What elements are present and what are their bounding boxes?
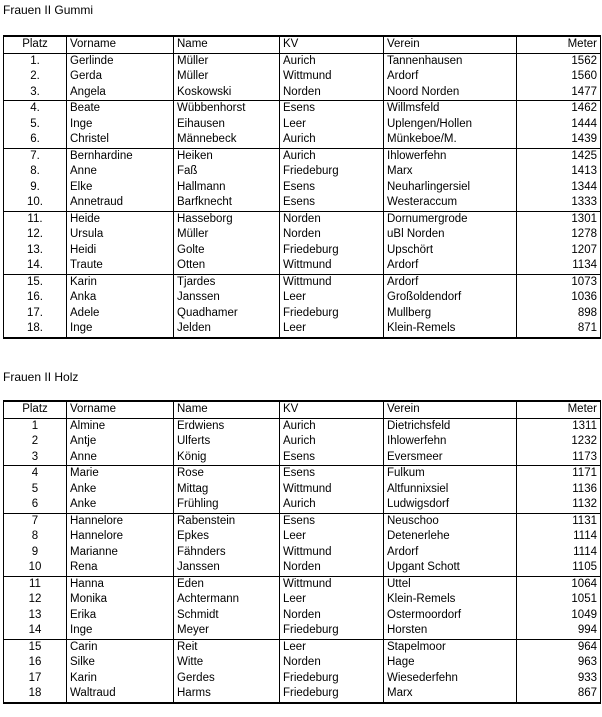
cell-platz: 3 bbox=[4, 450, 67, 466]
cell-name: Schmidt bbox=[174, 608, 280, 624]
cell-platz: 11 bbox=[4, 576, 67, 592]
table-row bbox=[4, 306, 601, 322]
cell-vorname: Almine bbox=[67, 418, 174, 434]
cell-meter: 1134 bbox=[517, 258, 601, 274]
cell-meter: 1114 bbox=[517, 529, 601, 545]
section-title-gummi: Frauen II Gummi bbox=[3, 3, 94, 17]
cell-name: Mittag bbox=[174, 482, 280, 498]
table-row bbox=[4, 211, 601, 227]
cell-meter: 994 bbox=[517, 623, 601, 639]
cell-verein: Eversmeer bbox=[384, 450, 517, 466]
table-row bbox=[4, 290, 601, 306]
cell-vorname: Carin bbox=[67, 639, 174, 655]
cell-meter: 1073 bbox=[517, 274, 601, 290]
cell-vorname: Hannelore bbox=[67, 513, 174, 529]
table-row bbox=[4, 69, 601, 85]
table-row bbox=[4, 686, 601, 703]
cell-vorname: Beate bbox=[67, 101, 174, 117]
cell-meter: 1344 bbox=[517, 180, 601, 196]
table-row bbox=[4, 321, 601, 338]
cell-vorname: Anka bbox=[67, 290, 174, 306]
cell-platz: 1 bbox=[4, 418, 67, 434]
cell-vorname: Rena bbox=[67, 560, 174, 576]
cell-meter: 1049 bbox=[517, 608, 601, 624]
cell-kv: Norden bbox=[280, 655, 384, 671]
cell-verein: Ardorf bbox=[384, 258, 517, 274]
cell-platz: 2. bbox=[4, 69, 67, 85]
cell-name: Epkes bbox=[174, 529, 280, 545]
table-row bbox=[4, 466, 601, 482]
cell-platz: 18 bbox=[4, 686, 67, 703]
cell-kv: Wittmund bbox=[280, 258, 384, 274]
cell-verein: Münkeboe/M. bbox=[384, 132, 517, 148]
cell-meter: 1036 bbox=[517, 290, 601, 306]
cell-platz: 6 bbox=[4, 497, 67, 513]
cell-kv: Esens bbox=[280, 180, 384, 196]
cell-meter: 1064 bbox=[517, 576, 601, 592]
cell-verein: Ardorf bbox=[384, 545, 517, 561]
cell-kv: Norden bbox=[280, 85, 384, 101]
cell-kv: Esens bbox=[280, 101, 384, 117]
cell-verein: Marx bbox=[384, 164, 517, 180]
cell-vorname: Waltraud bbox=[67, 686, 174, 703]
cell-platz: 6. bbox=[4, 132, 67, 148]
cell-meter: 1439 bbox=[517, 132, 601, 148]
cell-vorname: Traute bbox=[67, 258, 174, 274]
cell-meter: 1301 bbox=[517, 211, 601, 227]
cell-meter: 1333 bbox=[517, 195, 601, 211]
cell-meter: 898 bbox=[517, 306, 601, 322]
cell-platz: 12. bbox=[4, 227, 67, 243]
table-row bbox=[4, 195, 601, 211]
cell-vorname: Hannelore bbox=[67, 529, 174, 545]
cell-vorname: Silke bbox=[67, 655, 174, 671]
cell-kv: Aurich bbox=[280, 148, 384, 164]
header-name: Name bbox=[174, 36, 280, 53]
table-row bbox=[4, 576, 601, 592]
results-table-gummi bbox=[3, 35, 601, 339]
header-verein: Verein bbox=[384, 401, 517, 418]
cell-name: Harms bbox=[174, 686, 280, 703]
cell-meter: 1051 bbox=[517, 592, 601, 608]
cell-name: Quadhamer bbox=[174, 306, 280, 322]
cell-vorname: Inge bbox=[67, 321, 174, 338]
cell-name: Barfknecht bbox=[174, 195, 280, 211]
cell-name: Gerdes bbox=[174, 671, 280, 687]
cell-platz: 11. bbox=[4, 211, 67, 227]
cell-name: Müller bbox=[174, 53, 280, 69]
cell-verein: Neuharlingersiel bbox=[384, 180, 517, 196]
table-row bbox=[4, 545, 601, 561]
cell-verein: Dornumergrode bbox=[384, 211, 517, 227]
cell-name: Tjardes bbox=[174, 274, 280, 290]
table-row bbox=[4, 418, 601, 434]
cell-kv: Wittmund bbox=[280, 545, 384, 561]
cell-kv: Wittmund bbox=[280, 69, 384, 85]
cell-meter: 1131 bbox=[517, 513, 601, 529]
cell-verein: uBl Norden bbox=[384, 227, 517, 243]
cell-platz: 15 bbox=[4, 639, 67, 655]
cell-platz: 10. bbox=[4, 195, 67, 211]
cell-kv: Norden bbox=[280, 608, 384, 624]
cell-vorname: Karin bbox=[67, 274, 174, 290]
cell-name: Hasseborg bbox=[174, 211, 280, 227]
cell-name: Frühling bbox=[174, 497, 280, 513]
cell-name: Achtermann bbox=[174, 592, 280, 608]
cell-verein: Willmsfeld bbox=[384, 101, 517, 117]
cell-kv: Norden bbox=[280, 211, 384, 227]
cell-kv: Esens bbox=[280, 513, 384, 529]
cell-meter: 1477 bbox=[517, 85, 601, 101]
header-platz: Platz bbox=[4, 36, 67, 53]
cell-platz: 9. bbox=[4, 180, 67, 196]
cell-platz: 5 bbox=[4, 482, 67, 498]
cell-vorname: Ursula bbox=[67, 227, 174, 243]
cell-kv: Friedeburg bbox=[280, 306, 384, 322]
cell-verein: Detenerlehe bbox=[384, 529, 517, 545]
cell-kv: Esens bbox=[280, 466, 384, 482]
cell-meter: 1311 bbox=[517, 418, 601, 434]
cell-verein: Dietrichsfeld bbox=[384, 418, 517, 434]
cell-name: König bbox=[174, 450, 280, 466]
cell-meter: 933 bbox=[517, 671, 601, 687]
cell-platz: 8. bbox=[4, 164, 67, 180]
cell-meter: 964 bbox=[517, 639, 601, 655]
cell-vorname: Elke bbox=[67, 180, 174, 196]
cell-vorname: Karin bbox=[67, 671, 174, 687]
cell-verein: Noord Norden bbox=[384, 85, 517, 101]
table-row bbox=[4, 529, 601, 545]
cell-kv: Friedeburg bbox=[280, 671, 384, 687]
table-row bbox=[4, 639, 601, 655]
header-kv: KV bbox=[280, 36, 384, 53]
cell-meter: 1232 bbox=[517, 434, 601, 450]
cell-kv: Norden bbox=[280, 560, 384, 576]
cell-name: Reit bbox=[174, 639, 280, 655]
table-row bbox=[4, 101, 601, 117]
cell-vorname: Antje bbox=[67, 434, 174, 450]
table-row bbox=[4, 671, 601, 687]
table-row bbox=[4, 482, 601, 498]
cell-name: Koskowski bbox=[174, 85, 280, 101]
cell-meter: 1562 bbox=[517, 53, 601, 69]
cell-vorname: Bernhardine bbox=[67, 148, 174, 164]
cell-verein: Ihlowerfehn bbox=[384, 434, 517, 450]
cell-meter: 1173 bbox=[517, 450, 601, 466]
cell-name: Ulferts bbox=[174, 434, 280, 450]
cell-platz: 17. bbox=[4, 306, 67, 322]
cell-verein: Klein-Remels bbox=[384, 321, 517, 338]
cell-verein: Uplengen/Hollen bbox=[384, 117, 517, 133]
header-verein: Verein bbox=[384, 36, 517, 53]
cell-kv: Wittmund bbox=[280, 576, 384, 592]
cell-verein: Ardorf bbox=[384, 69, 517, 85]
cell-meter: 1413 bbox=[517, 164, 601, 180]
cell-vorname: Heide bbox=[67, 211, 174, 227]
cell-verein: Ardorf bbox=[384, 274, 517, 290]
header-kv: KV bbox=[280, 401, 384, 418]
cell-name: Janssen bbox=[174, 290, 280, 306]
cell-kv: Aurich bbox=[280, 53, 384, 69]
table-row bbox=[4, 623, 601, 639]
cell-meter: 867 bbox=[517, 686, 601, 703]
cell-kv: Leer bbox=[280, 290, 384, 306]
cell-vorname: Angela bbox=[67, 85, 174, 101]
cell-meter: 1114 bbox=[517, 545, 601, 561]
cell-verein: Ostermoordorf bbox=[384, 608, 517, 624]
cell-verein: Upgant Schott bbox=[384, 560, 517, 576]
cell-name: Meyer bbox=[174, 623, 280, 639]
table-row bbox=[4, 85, 601, 101]
header-meter: Meter bbox=[517, 401, 601, 418]
cell-vorname: Anke bbox=[67, 482, 174, 498]
header-vorname: Vorname bbox=[67, 36, 174, 53]
cell-platz: 7. bbox=[4, 148, 67, 164]
cell-name: Hallmann bbox=[174, 180, 280, 196]
cell-platz: 10 bbox=[4, 560, 67, 576]
header-row bbox=[4, 401, 601, 418]
cell-kv: Leer bbox=[280, 117, 384, 133]
table-row bbox=[4, 53, 601, 69]
cell-platz: 14. bbox=[4, 258, 67, 274]
table-row bbox=[4, 274, 601, 290]
cell-vorname: Adele bbox=[67, 306, 174, 322]
cell-name: Fähnders bbox=[174, 545, 280, 561]
table-row bbox=[4, 434, 601, 450]
cell-verein: Wiesederfehn bbox=[384, 671, 517, 687]
cell-verein: Tannenhausen bbox=[384, 53, 517, 69]
table-row bbox=[4, 497, 601, 513]
cell-meter: 1560 bbox=[517, 69, 601, 85]
header-row bbox=[4, 36, 601, 53]
cell-vorname: Anne bbox=[67, 450, 174, 466]
cell-name: Müller bbox=[174, 69, 280, 85]
cell-platz: 4. bbox=[4, 101, 67, 117]
cell-vorname: Anke bbox=[67, 497, 174, 513]
cell-kv: Aurich bbox=[280, 132, 384, 148]
cell-platz: 3. bbox=[4, 85, 67, 101]
cell-kv: Norden bbox=[280, 227, 384, 243]
cell-vorname: Marie bbox=[67, 466, 174, 482]
table-row bbox=[4, 608, 601, 624]
cell-vorname: Marianne bbox=[67, 545, 174, 561]
cell-verein: Ihlowerfehn bbox=[384, 148, 517, 164]
cell-meter: 1105 bbox=[517, 560, 601, 576]
cell-verein: Horsten bbox=[384, 623, 517, 639]
cell-kv: Friedeburg bbox=[280, 686, 384, 703]
table-row bbox=[4, 513, 601, 529]
cell-vorname: Anne bbox=[67, 164, 174, 180]
cell-platz: 2 bbox=[4, 434, 67, 450]
cell-kv: Leer bbox=[280, 529, 384, 545]
results-table-holz bbox=[3, 400, 601, 704]
cell-name: Jelden bbox=[174, 321, 280, 338]
cell-meter: 1171 bbox=[517, 466, 601, 482]
cell-meter: 1278 bbox=[517, 227, 601, 243]
cell-kv: Leer bbox=[280, 592, 384, 608]
cell-meter: 1207 bbox=[517, 243, 601, 259]
cell-vorname: Monika bbox=[67, 592, 174, 608]
cell-platz: 18. bbox=[4, 321, 67, 338]
table-row bbox=[4, 180, 601, 196]
cell-platz: 8 bbox=[4, 529, 67, 545]
cell-name: Otten bbox=[174, 258, 280, 274]
header-name: Name bbox=[174, 401, 280, 418]
cell-verein: Neuschoo bbox=[384, 513, 517, 529]
cell-platz: 16. bbox=[4, 290, 67, 306]
cell-verein: Westeraccum bbox=[384, 195, 517, 211]
cell-vorname: Gerda bbox=[67, 69, 174, 85]
cell-vorname: Inge bbox=[67, 117, 174, 133]
cell-name: Golte bbox=[174, 243, 280, 259]
cell-platz: 4 bbox=[4, 466, 67, 482]
table-row bbox=[4, 592, 601, 608]
cell-verein: Marx bbox=[384, 686, 517, 703]
cell-verein: Fulkum bbox=[384, 466, 517, 482]
cell-kv: Esens bbox=[280, 195, 384, 211]
cell-meter: 871 bbox=[517, 321, 601, 338]
cell-meter: 1425 bbox=[517, 148, 601, 164]
cell-vorname: Heidi bbox=[67, 243, 174, 259]
cell-verein: Uttel bbox=[384, 576, 517, 592]
cell-kv: Wittmund bbox=[280, 482, 384, 498]
cell-meter: 1136 bbox=[517, 482, 601, 498]
header-meter: Meter bbox=[517, 36, 601, 53]
cell-platz: 13 bbox=[4, 608, 67, 624]
cell-vorname: Inge bbox=[67, 623, 174, 639]
cell-verein: Mullberg bbox=[384, 306, 517, 322]
cell-verein: Großoldendorf bbox=[384, 290, 517, 306]
cell-platz: 13. bbox=[4, 243, 67, 259]
cell-kv: Aurich bbox=[280, 418, 384, 434]
table-row bbox=[4, 560, 601, 576]
table-row bbox=[4, 117, 601, 133]
cell-platz: 1. bbox=[4, 53, 67, 69]
cell-kv: Friedeburg bbox=[280, 164, 384, 180]
table-row bbox=[4, 148, 601, 164]
cell-name: Rose bbox=[174, 466, 280, 482]
table-row bbox=[4, 258, 601, 274]
cell-name: Rabenstein bbox=[174, 513, 280, 529]
cell-verein: Stapelmoor bbox=[384, 639, 517, 655]
cell-meter: 1444 bbox=[517, 117, 601, 133]
cell-verein: Hage bbox=[384, 655, 517, 671]
cell-meter: 1462 bbox=[517, 101, 601, 117]
cell-vorname: Christel bbox=[67, 132, 174, 148]
table-row bbox=[4, 450, 601, 466]
table-row bbox=[4, 164, 601, 180]
cell-name: Eihausen bbox=[174, 117, 280, 133]
cell-name: Faß bbox=[174, 164, 280, 180]
cell-kv: Leer bbox=[280, 639, 384, 655]
table-row bbox=[4, 227, 601, 243]
header-platz: Platz bbox=[4, 401, 67, 418]
cell-kv: Friedeburg bbox=[280, 623, 384, 639]
cell-kv: Esens bbox=[280, 450, 384, 466]
cell-name: Wübbenhorst bbox=[174, 101, 280, 117]
cell-name: Heiken bbox=[174, 148, 280, 164]
section-title-holz: Frauen II Holz bbox=[3, 370, 79, 384]
cell-kv: Friedeburg bbox=[280, 243, 384, 259]
cell-platz: 17 bbox=[4, 671, 67, 687]
cell-meter: 1132 bbox=[517, 497, 601, 513]
cell-verein: Upschört bbox=[384, 243, 517, 259]
cell-platz: 14 bbox=[4, 623, 67, 639]
cell-name: Eden bbox=[174, 576, 280, 592]
cell-kv: Wittmund bbox=[280, 274, 384, 290]
cell-meter: 963 bbox=[517, 655, 601, 671]
cell-name: Männebeck bbox=[174, 132, 280, 148]
cell-name: Janssen bbox=[174, 560, 280, 576]
cell-platz: 15. bbox=[4, 274, 67, 290]
cell-vorname: Erika bbox=[67, 608, 174, 624]
cell-vorname: Gerlinde bbox=[67, 53, 174, 69]
cell-name: Müller bbox=[174, 227, 280, 243]
header-vorname: Vorname bbox=[67, 401, 174, 418]
cell-platz: 9 bbox=[4, 545, 67, 561]
cell-platz: 12 bbox=[4, 592, 67, 608]
table-row bbox=[4, 132, 601, 148]
table-row bbox=[4, 243, 601, 259]
cell-platz: 7 bbox=[4, 513, 67, 529]
cell-verein: Altfunnixsiel bbox=[384, 482, 517, 498]
cell-kv: Aurich bbox=[280, 497, 384, 513]
table-row bbox=[4, 655, 601, 671]
cell-kv: Aurich bbox=[280, 434, 384, 450]
cell-kv: Leer bbox=[280, 321, 384, 338]
cell-vorname: Annetraud bbox=[67, 195, 174, 211]
cell-vorname: Hanna bbox=[67, 576, 174, 592]
cell-platz: 5. bbox=[4, 117, 67, 133]
cell-platz: 16 bbox=[4, 655, 67, 671]
cell-name: Witte bbox=[174, 655, 280, 671]
cell-verein: Klein-Remels bbox=[384, 592, 517, 608]
cell-name: Erdwiens bbox=[174, 418, 280, 434]
cell-verein: Ludwigsdorf bbox=[384, 497, 517, 513]
